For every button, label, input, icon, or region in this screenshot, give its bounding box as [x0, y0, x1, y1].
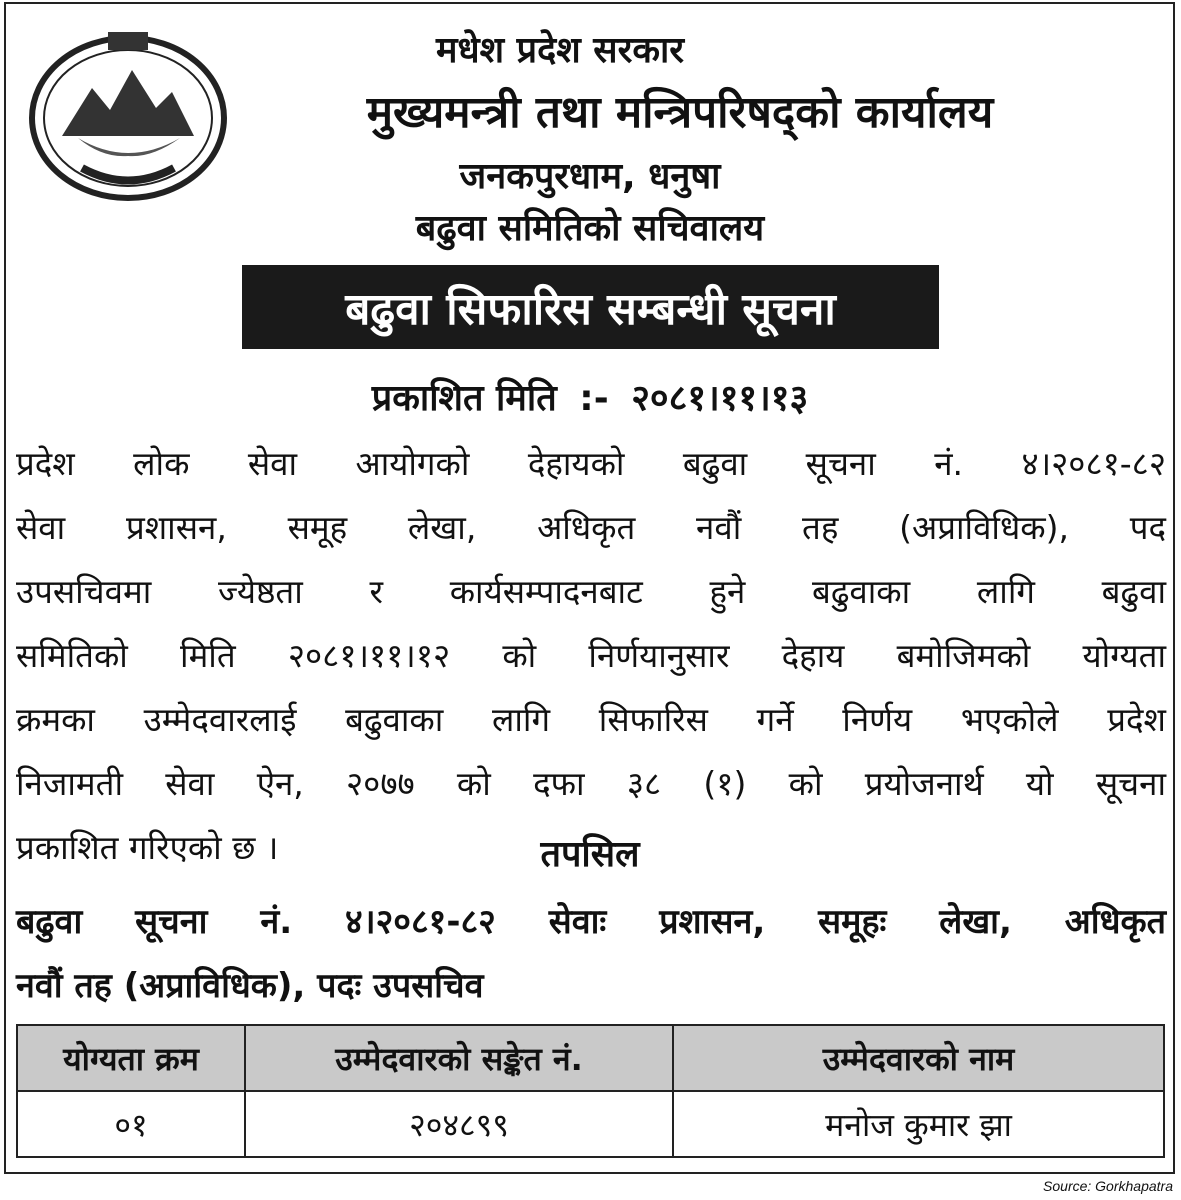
cell-name: मनोज कुमार झा [673, 1091, 1164, 1157]
published-date [300, 372, 880, 421]
source-credit: Source: Gorkhapatra [1043, 1178, 1173, 1194]
column-header-code: उम्मेदवारको सङ्केत नं. [245, 1025, 673, 1091]
notice-title-banner: बढुवा सिफारिस सम्बन्धी सूचना [242, 265, 939, 349]
body-line: उपसचिवमा ज्येष्ठता र कार्यसम्पादनबाट हुने बढुवाका लागि बढुवा [16, 572, 1166, 611]
table-row [17, 1091, 1164, 1157]
notice-reference [16, 890, 1166, 1018]
body-line: सेवा प्रशासन, समूह लेखा, अधिकृत नवौं तह (अप्राविधिक), पद [16, 508, 1166, 547]
notice-reference-line: बढुवा सूचना नं. ४।२०८१-८२ सेवाः प्रशासन, समूहः लेखा, अधिकृत [16, 902, 1166, 942]
schedule-heading: तपसिल [540, 834, 640, 875]
body-line: निजामती सेवा ऐन, २०७७ को दफा ३८ (१) को प्रयोजनार्थ यो सूचना [16, 764, 1166, 803]
body-line: प्रकाशित गरिएको छ । [16, 828, 279, 867]
body-line: समितिको मिति २०८१।११।१२ को निर्णयानुसार देहाय बमोजिमको योग्यता [16, 636, 1166, 675]
header-location: जनकपुरधाम, धनुषा [459, 156, 721, 197]
body-line: क्रमका उम्मेदवारलाई बढुवाका लागि सिफारिस गर्ने निर्णय भएकोले प्रदेश [16, 700, 1166, 739]
recommendation-table [16, 1024, 1165, 1158]
body-line: प्रदेश लोक सेवा आयोगको देहायको बढुवा सूचना नं. ४।२०८१-८२ [16, 444, 1166, 483]
header-office-title: मुख्यमन्त्री तथा मन्त्रिपरिषद्को कार्यालय [366, 87, 994, 138]
published-separator: :- [579, 378, 609, 419]
published-date-value: २०८१।११।१३ [631, 378, 809, 419]
published-label: प्रकाशित मिति [371, 378, 557, 419]
column-header-name: उम्मेदवारको नाम [673, 1025, 1164, 1091]
header-line-1: मधेश प्रदेश सरकार [435, 30, 685, 71]
notice-reference-line: नवौं तह (अप्राविधिक), पदः उपसचिव [16, 966, 484, 1006]
table-header-row [17, 1025, 1164, 1091]
header-secretariat: बढुवा समितिको सचिवालय [415, 208, 765, 249]
column-header-rank: योग्यता क्रम [17, 1025, 245, 1091]
nepal-emblem-icon [22, 18, 234, 206]
cell-rank: ०१ [17, 1091, 245, 1157]
notice-body [16, 432, 1166, 880]
cell-code: २०४८९९ [245, 1091, 673, 1157]
